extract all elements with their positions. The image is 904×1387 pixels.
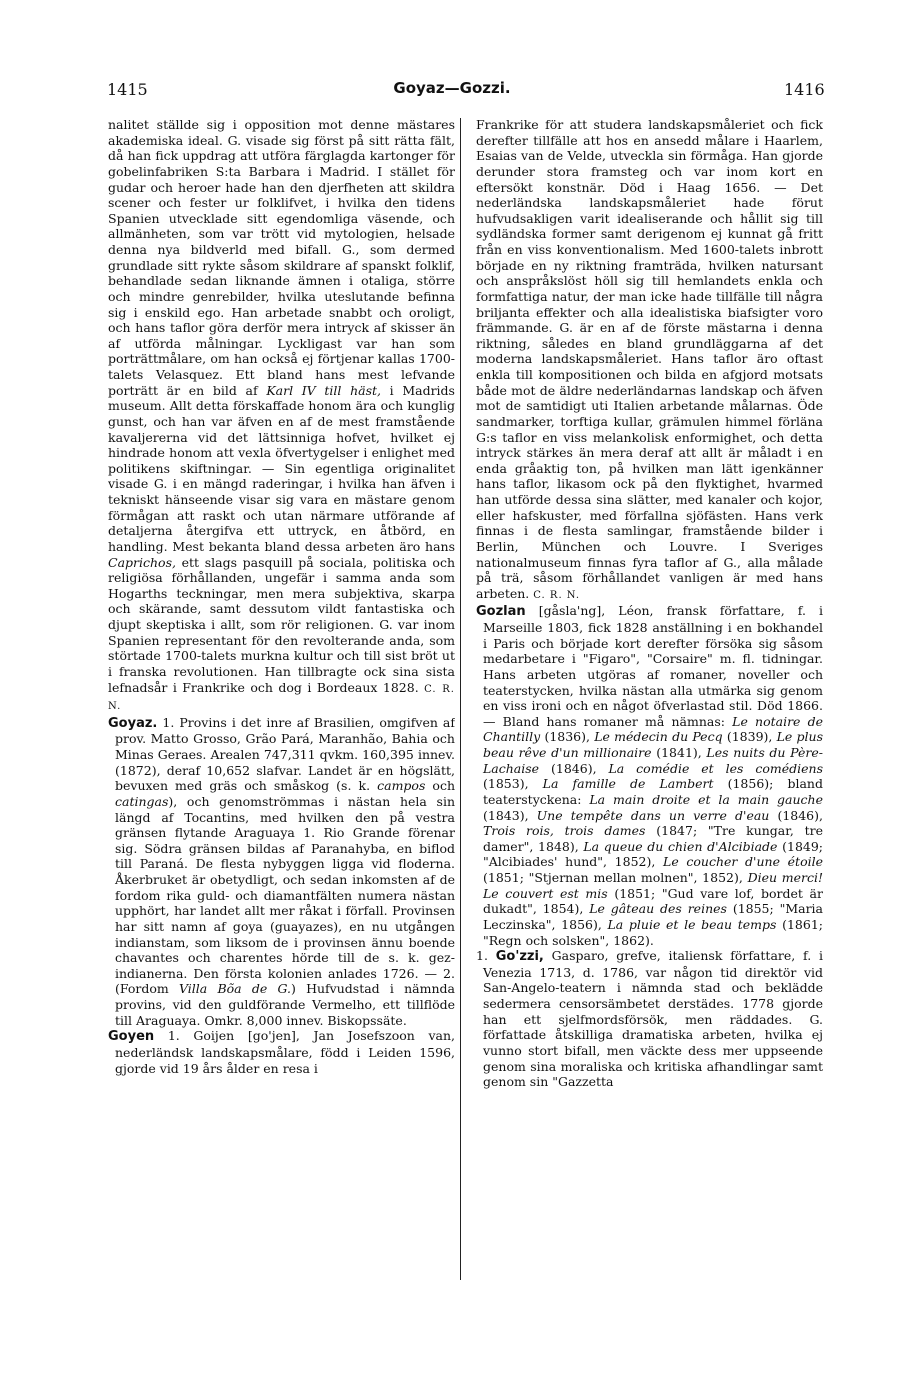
goyen-continuation-paragraph: Frankrike för att studera landskapsmåleriet och fick derefter tillfälle att hos en ansedd målare i Haarlem, Esaias van de Velde, utveckla sin förmåga. Han gjorde derunder stora framsteg och var inom kort en eftersökt konstnär. Död i Haag 1656. — Det nederländska landskapsmåleriet hade förut hufvudsakligen varit idealiserande och hållit sig till sydländska former samt derigenom ej kunnat gå fritt från en viss konventionalism. Med 1600-talets inbrott började en ny riktning framträda, hvilken natursant och anspråkslöst höll sig till hemlandets enkla och formfattiga natur, der man icke hade tillfälle till några briljanta effekter och alla idealistiska biafsigter voro främmande. G. är en af de förste mästarna i denna riktning, således en bland grundläggarna af det moderna landskapsmåleriet. Hans taflor äro oftast enkla till kompositionen och bilda en afgjord motsats både mot de äldre nederländarnas landskap och äfven mot de samtidigt uti Italien arbetande målarnas. Öde sandmarker, torftiga kullar, grämulen himmel förläna G:s taflor en viss melankolisk enformighet, och detta intryck stärkes än mera deraf att allt är måladt i en enda gråaktig ton, på hvilken man lätt igenkänner hans taflor, likasom ock på den flyktighet, hvarmed han utförde dessa sina slätter, med kanaler och kojor, eller hafskuster, med förfallna sjöfästen. Hans verk finnas i de flesta samlingar, framstående bilder i Berlin, München och Louvre. I Sveriges nationalmuseum finnas fyra taflor af G., alla målade på trä, såsom förhållandet vanligen är med hans arbeten. C. R. N.	[476, 117, 823, 601]
headword-goyen: Goyen	[108, 1029, 155, 1045]
right-page-number: 1416	[784, 80, 825, 99]
left-page-number: 1415	[107, 80, 148, 99]
entry-gozzi: 1. Go'zzi, Gasparo, grefve, italiensk författare, f. i Venezia 1713, d. 1786, var någon tid direktör vid San-Angelo-teatern i nämnda stad och beklädde sedermera censorsämbetet derstädes. 1778 gjorde han ett sjelfmordsförsök, men räddades. G. författade åtskilliga dramatiska arbeten, hvilka ej vunno stort bifall, men väckte dess mer uppseende genom sina moraliska och kritiska afhandlingar samt genom sin "Gazzetta	[476, 948, 823, 1090]
goya-continuation-paragraph: nalitet ställde sig i opposition mot denne mästares akademiska ideal. G. visade sig först på sitt rätta fält, då han fick uppdrag att utföra färglagda kartonger för gobelinfabriken S:ta Barbara i Madrid. I stället för gudar och heroer hade han den djerfheten att skildra scener och fester ur folklifvet, i hvilka den tidens Spanien utvecklade sitt egendomliga väsende, och allmänheten, som var trött vid mytologien, helsade denna nya bildverld med bifall. G., som dermed grundlade sitt rykte såsom skildrare af spanskt folklif, behandlade sedan liknande ämnen i otaliga, större och mindre genrebilder, hvilka uteslutande befinna sig i enskild ego. Han arbetade snabbt och oroligt, och hans taflor göra derför mera intryck af skisser än af utförda målningar. Lyckligast var han som porträttmålare, om han också ej förtjenar kallas 1700-talets Velasquez. Ett bland hans mest lefvande porträtt är en bild af Karl IV till häst, i Madrids museum. Allt detta förskaffade honom ära och kunglig gunst, och han var äfven en af de mest framstående kavaljererna vid det lättsinniga hofvet, hvilket ej hindrade honom att vexla öfvertygelser i enlighet med politikens skiftningar. — Sin egentliga originalitet visade G. i en mängd raderingar, i hvilka han äfven i tekniskt hänseende visar sig vara en mästare genom förmågan att raskt och utan närmare utförande af detaljerna återgifva ett uttryck, en åtbörd, en handling. Mest bekanta bland dessa arbeten äro hans Caprichos, ett slags pasquill på sociala, politiska och religiösa förhållanden, ungefär i samma anda som Hogarths teckningar, men mera subjektiva, skarpa och skärande, samt dessutom vildt fantastiska och djupt skeptiska i allt, som rör religionen. G. var inom Spanien representant för den revolterande anda, som störtade 1700-talets murkna kultur och till sist bröt ut i franska revolutionen. Han tillbragte ock sina sista lefnadsår i Frankrike och dog i Bordeaux 1828. C. R. N.	[108, 117, 455, 713]
page-header	[0, 0, 904, 110]
entry-gozlan: Gozlan [gåsla'ng], Léon, fransk författare, f. i Marseille 1803, fick 1828 anställning i en bokhandel i Paris och började kort derefter försöka sig såsom medarbetare i "Figaro", "Corsaire" m. fl. tidningar. Hans arbeten utgöras af romaner, noveller och teaterstycken, hvilka nästan alla utmärka sig genom en viss ironi och en något öfverlastad stil. Död 1866. — Bland hans romaner må nämnas: Le notaire de Chantilly (1836), Le médecin du Pecq (1839), Le plus beau rêve d'un millionaire (1841), Les nuits du Père-Lachaise (1846), La comédie et les comédiens (1853), La famille de Lambert (1856); bland teaterstyckena: La main droite et la main gauche (1843), Une tempête dans un verre d'eau (1846), Trois rois, trois dames (1847; "Tre kungar, tre damer", 1848), La queue du chien d'Alcibiade (1849; "Alcibiades' hund", 1852), Le coucher d'une étoile (1851; "Stjernan mellan molnen", 1852), Dieu merci! Le couvert est mis (1851; "Gud vare lof, bordet är dukadt", 1854), Le gâteau des reines (1855; "Maria Leczinska", 1856), La pluie et le beau temps (1861; "Regn och solsken", 1862).	[476, 603, 823, 948]
entry-goyen: Goyen 1. Goijen [go'jen], Jan Josefszoon van, nederländsk landskapsmålare, född i Leiden 1596, gjorde vid 19 års ålder en resa i	[108, 1028, 455, 1076]
author-signature: C. R. N.	[108, 683, 455, 713]
column-divider	[460, 118, 461, 1280]
left-column	[108, 117, 455, 1282]
headword-goyaz: Goyaz.	[108, 715, 158, 731]
author-signature: C. R. N.	[533, 589, 581, 601]
entry-goyaz: Goyaz. 1. Provins i det inre af Brasilien, omgifven af prov. Matto Grosso, Grão Pará, Maranhão, Bahia och Minas Geraes. Arealen 747,311 qvkm. 160,395 innev. (1872), deraf 10,652 slafvar. Landet är en högslätt, bevuxen med gräs och småskog (s. k. campos och catingas), och genomströmmas i nästan hela sin längd af Tocantins, med hvilken den på vestra gränsen flytande Araguaya 1. Rio Grande förenar sig. Södra gränsen bildas af Paranahyba, en biflod till Paraná. De flesta nybyggen ligga vid floderna. Åkerbruket är obetydligt, och sedan inkomsten af de fordom rika guld- och diamantfälten numera nästan upphört, har landet allt mer råkat i förfall. Provinsen har sitt namn af goya (guayazes), en nu utgången indianstam, som liksom de i provinsen ännu boende chavantes och charentes hörde till de s. k. gez-indianerna. Den första kolonien anlades 1726. — 2. (Fordom Villa Bõa de G.) Hufvudstad i nämnda provins, vid den guldförande Vermelho, ett tillflöde till Araguaya. Omkr. 8,000 innev. Biskopssäte.	[108, 714, 455, 1028]
headword-gozlan: Gozlan	[476, 604, 526, 620]
right-column	[476, 117, 823, 1282]
running-head: Goyaz—Gozzi.	[393, 79, 511, 97]
headword-gozzi: Go'zzi,	[495, 949, 544, 965]
